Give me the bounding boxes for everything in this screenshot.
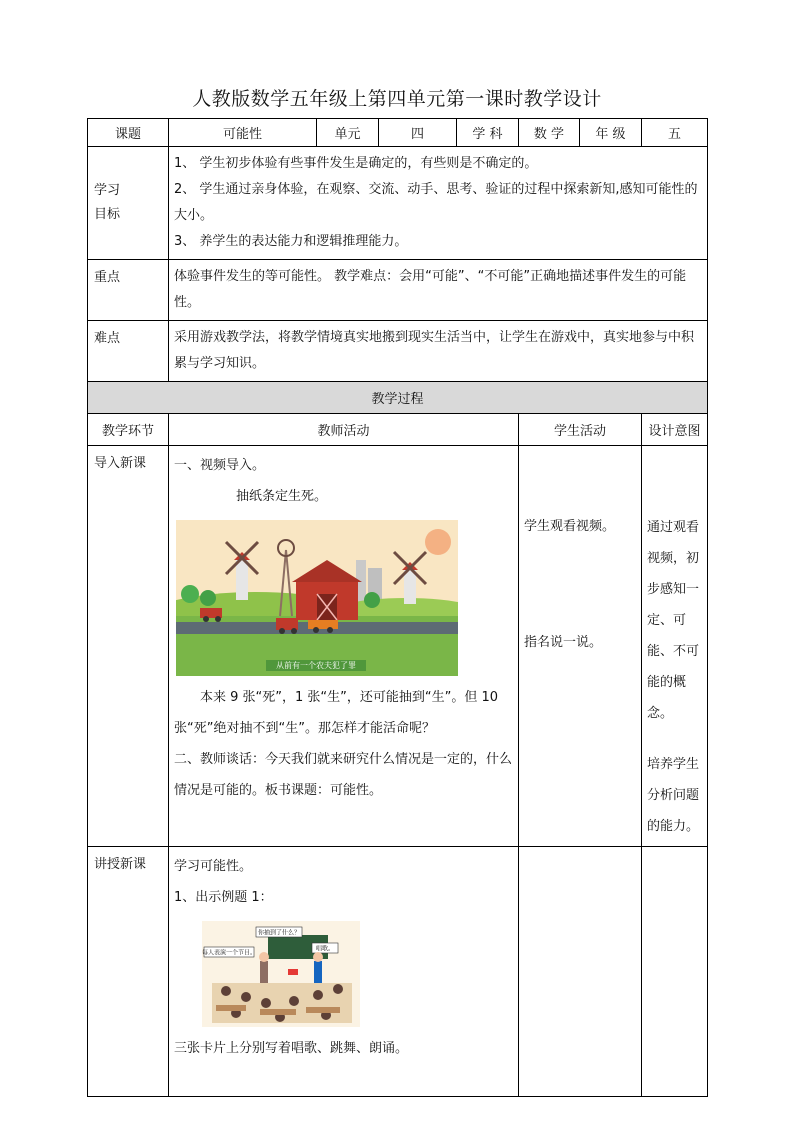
- col-stage: 教学环节: [88, 414, 169, 446]
- goals-content: [169, 147, 708, 260]
- lesson-teacher: [169, 847, 519, 1097]
- unit-value: 四: [379, 119, 457, 147]
- col-teacher: 教师活动: [169, 414, 519, 446]
- col-intent: 设计意图: [642, 414, 708, 446]
- process-header: 教学过程: [88, 382, 708, 414]
- lesson-step-1a: 1、出示例题 1：: [174, 890, 273, 905]
- unit-label: 单元: [317, 119, 379, 147]
- document-title: 人教版数学五年级上第四单元第一课时教学设计: [192, 88, 602, 110]
- intro-intent: [642, 446, 708, 847]
- intro-student: [519, 446, 642, 847]
- intro-intent-2: 培养学生分析问题的能力。: [647, 757, 700, 834]
- intro-intent-1: 通过观看视频，初步感知一定、可能、不可能的概念。: [647, 520, 700, 721]
- bubble-perform: 每人表演一个节目。: [202, 949, 257, 957]
- goal-item: 2、 学生通过亲身体验，在观察、交流、动手、思考、验证的过程中探索新知,感知可能性的大小。: [174, 182, 698, 223]
- key-points-label: 重点: [88, 260, 169, 321]
- key-points-text: 体验事件发生的等可能性。 教学难点：会用“可能”、“不可能”正确地描述事件发生的可能性。: [169, 260, 708, 321]
- difficulties-text: 采用游戏教学法，将教学情境真实地搬到现实生活当中，让学生在游戏中，真实地参与中积累与学习知识。: [169, 321, 708, 382]
- goal-item: 1、 学生初步体验有些事件发生是确定的，有些则是不确定的。: [174, 156, 538, 171]
- intro-student-2: 指名说一说。: [524, 635, 603, 650]
- process-header-row: [88, 382, 708, 414]
- key-points-row: [88, 260, 708, 321]
- intro-stage: 导入新课: [88, 446, 169, 847]
- intro-teacher: [169, 446, 519, 847]
- column-header-row: [88, 414, 708, 446]
- topic-value: 可能性: [169, 119, 317, 147]
- intro-step-1: 一、视频导入。: [174, 458, 266, 473]
- lesson-intent: [642, 847, 708, 1097]
- farm-video-illustration: [176, 520, 458, 676]
- intro-paragraph-1: 本来 9 张“死”，1 张“生”，还可能抽到“生”。但 10 张“死”绝对抽不到“生”。那怎样才能活命呢？: [174, 690, 499, 736]
- lesson-step-1: 学习可能性。: [174, 859, 253, 874]
- intro-student-1: 学生观看视频。: [524, 519, 616, 534]
- lesson-row: [88, 847, 708, 1097]
- col-student: 学生活动: [519, 414, 642, 446]
- bubble-what-did-you-draw: 你抽到了什么？: [257, 929, 301, 937]
- header-row: [88, 119, 708, 147]
- intro-paragraph-2: 二、教师谈话：今天我们就来研究什么情况是一定的，什么情况是可能的。板书课题：可能性。: [174, 752, 513, 798]
- lesson-student: [519, 847, 642, 1097]
- difficulties-row: [88, 321, 708, 382]
- video-subtitle: 从前有一个农夫犯了罪: [276, 661, 356, 670]
- topic-label: 课题: [88, 119, 169, 147]
- lesson-stage: 讲授新课: [88, 847, 169, 1097]
- grade-value: 五: [642, 119, 708, 147]
- intro-step-1-desc: 抽纸条定生死。: [236, 489, 328, 504]
- classroom-illustration: [202, 921, 360, 1027]
- goal-item: 3、 养学生的表达能力和逻辑推理能力。: [174, 234, 408, 249]
- goals-row: [88, 147, 708, 260]
- subject-value: 数 学: [519, 119, 580, 147]
- goals-label: 学习 目标: [88, 147, 169, 260]
- grade-label: 年 级: [580, 119, 642, 147]
- lesson-plan-table: [87, 118, 708, 1097]
- intro-row: [88, 446, 708, 847]
- difficulties-label: 难点: [88, 321, 169, 382]
- bubble-sing: 唱歌。: [315, 945, 335, 953]
- subject-label: 学 科: [457, 119, 519, 147]
- lesson-cards-text: 三张卡片上分别写着唱歌、跳舞、朗诵。: [174, 1041, 409, 1056]
